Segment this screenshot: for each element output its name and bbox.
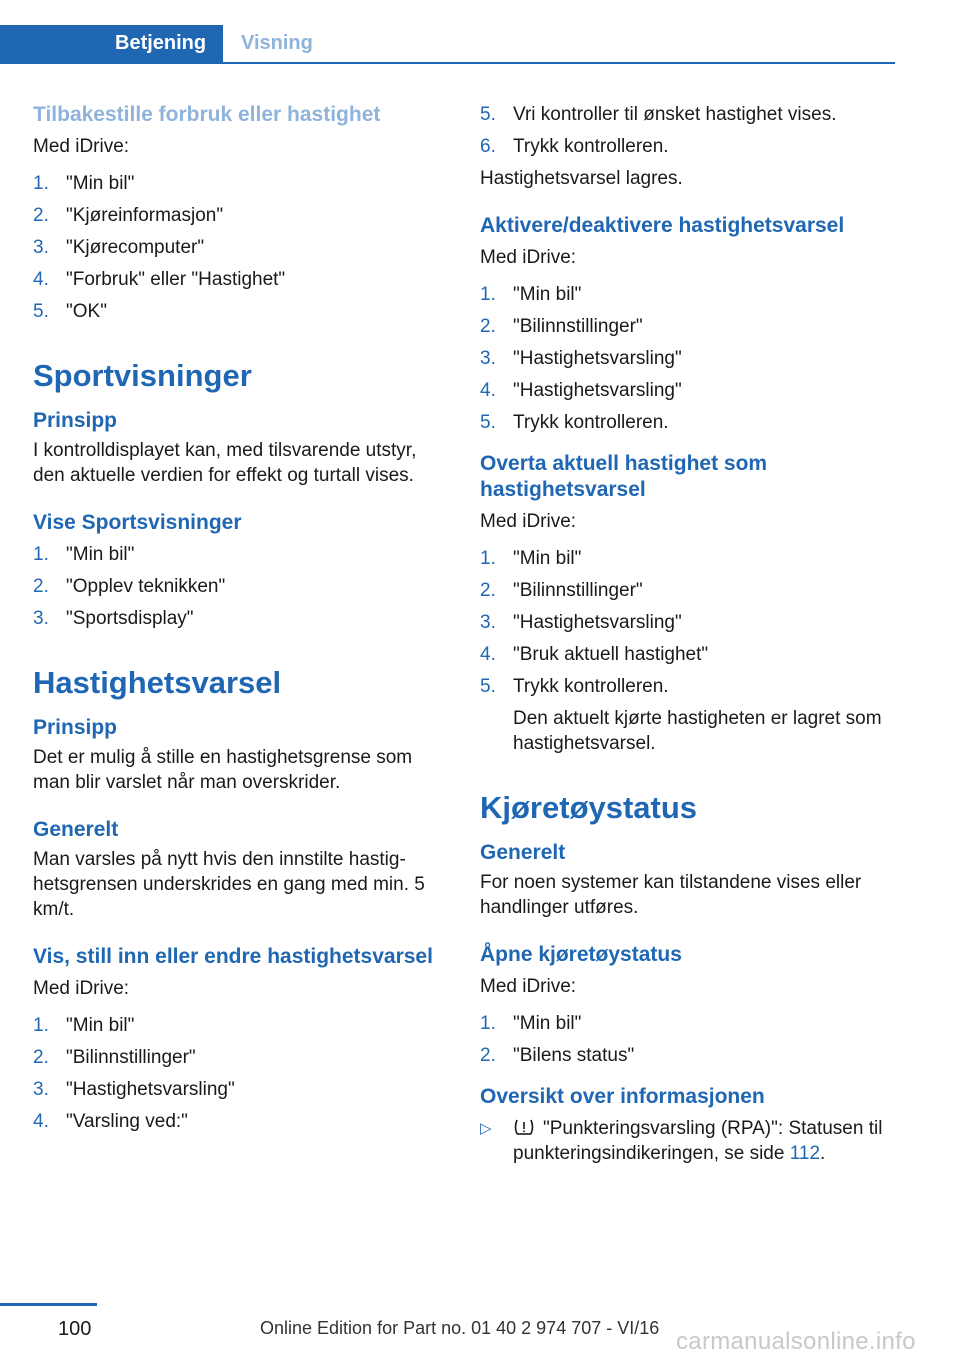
info-list	[480, 1116, 895, 1166]
left-column	[33, 102, 448, 1141]
list-item: 2. "Bilinnstillinger"	[480, 580, 643, 601]
list-item: 4. "Bruk aktuell hastighet"	[480, 644, 709, 665]
list-item: 4. "Hastighetsvarsling"	[480, 380, 682, 401]
page-number: 100	[58, 1318, 92, 1340]
list-item: 2. "Bilinnstillinger"	[33, 1047, 196, 1068]
list-item: 1. "Min bil"	[480, 548, 582, 569]
list-item: 3. "Hastighetsvarsling"	[480, 612, 682, 633]
list-item: 1. "Min bil"	[480, 1013, 582, 1034]
chapter-title: Kjøretøystatus	[480, 790, 698, 825]
intro-text: Med iDrive:	[33, 136, 130, 157]
body-text: Det er mulig å stille en hastighetsgrense som man blir varslet når man overskrider.	[33, 747, 413, 793]
right-column	[480, 102, 895, 1173]
list-item: 6. Trykk kontrolleren.	[480, 136, 669, 157]
list-item: 1. "Min bil"	[480, 284, 582, 305]
list-item: ▷ "Punkteringsvarsling (RPA)": Statusen til punkteringsindikeringen, se side 112.	[480, 1118, 883, 1164]
list-item: 3. "Kjørecomputer"	[33, 237, 205, 258]
intro-text: Med iDrive:	[480, 976, 577, 997]
steps-list	[480, 282, 895, 435]
chapter-title: Sportvisninger	[33, 358, 252, 393]
step-note: Den aktuelt kjørte hastigheten er lagret som hastighetsvarsel.	[513, 708, 882, 754]
list-item: 5. Trykk kontrolleren. Den aktuelt kjørte hastigheten er lagret som hastighetsvarsel.	[480, 674, 895, 756]
section-heading: Vis, still inn eller endre hastighetsvarsel	[33, 945, 433, 968]
list-item: 4. "Forbruk" eller "Hastighet"	[33, 269, 286, 290]
list-item: 2. "Bilens status"	[480, 1045, 635, 1066]
footer-accent-line	[0, 1303, 97, 1306]
list-item: 3. "Sportsdisplay"	[33, 608, 194, 629]
list-item: 2. "Opplev teknikken"	[33, 576, 226, 597]
list-item: 1. "Min bil"	[33, 1015, 135, 1036]
body-text: I kontrolldisplayet kan, med tilsvarende utstyr, den aktuelle verdien for effekt og turtall vises.	[33, 440, 417, 486]
list-item: 3. "Hastighetsvarsling"	[480, 348, 682, 369]
section-heading: Generelt	[33, 818, 119, 841]
intro-text: Med iDrive:	[33, 978, 130, 999]
list-item: 1. "Min bil"	[33, 544, 135, 565]
intro-text: Med iDrive:	[480, 247, 577, 268]
tab-betjening[interactable]: Betjening	[0, 25, 223, 62]
steps-list	[480, 1011, 895, 1068]
triangle-bullet-icon: ▷	[480, 1120, 492, 1137]
tab-visning[interactable]: Visning	[241, 32, 313, 54]
tire-pressure-warning-icon	[513, 1118, 535, 1136]
section-heading: Generelt	[480, 841, 566, 864]
list-item: 5. Vri kontroller til ønsket hastighet vises.	[480, 104, 837, 125]
section-heading: Oversikt over informasjonen	[480, 1085, 765, 1108]
list-item: 2. "Bilinnstillinger"	[480, 316, 643, 337]
header-bar	[0, 25, 895, 64]
section-heading: Tilbakestille forbruk eller hastighet	[33, 103, 381, 126]
chapter-title: Hastighetsvarsel	[33, 665, 282, 700]
steps-list	[33, 171, 448, 324]
list-item: 4. "Varsling ved:"	[33, 1111, 188, 1132]
section-heading: Prinsipp	[33, 716, 118, 739]
section-heading: Overta aktuell hastighet som hastighetsvarsel	[480, 452, 768, 501]
section-heading: Aktivere/deaktivere hastighetsvarsel	[480, 214, 845, 237]
list-item: 5. Trykk kontrolleren.	[480, 412, 669, 433]
edition-text: Online Edition for Part no. 01 40 2 974 707 - VI/16	[260, 1318, 660, 1338]
section-heading: Åpne kjøretøystatus	[480, 943, 682, 966]
list-item: 1. "Min bil"	[33, 173, 135, 194]
body-text: For noen systemer kan tilstandene vises eller handlinger utføres.	[480, 872, 862, 918]
body-text: Man varsles på nytt hvis den innstilte hastig-hetsgrensen underskrides en gang med min. 5 km/t.	[33, 849, 425, 920]
list-item: 2. "Kjøreinformasjon"	[33, 205, 224, 226]
steps-list	[33, 1013, 448, 1134]
steps-list	[480, 546, 895, 756]
section-heading: Vise Sportsvisninger	[33, 511, 242, 534]
page-reference-link[interactable]: 112	[789, 1143, 821, 1164]
list-item: 3. "Hastighetsvarsling"	[33, 1079, 235, 1100]
list-item: 5. "OK"	[33, 301, 107, 322]
steps-list	[480, 102, 895, 159]
watermark: carmanualsonline.info	[676, 1328, 916, 1355]
steps-list	[33, 542, 448, 631]
intro-text: Med iDrive:	[480, 511, 577, 532]
section-heading: Prinsipp	[33, 409, 118, 432]
result-text: Hastighetsvarsel lagres.	[480, 168, 683, 189]
